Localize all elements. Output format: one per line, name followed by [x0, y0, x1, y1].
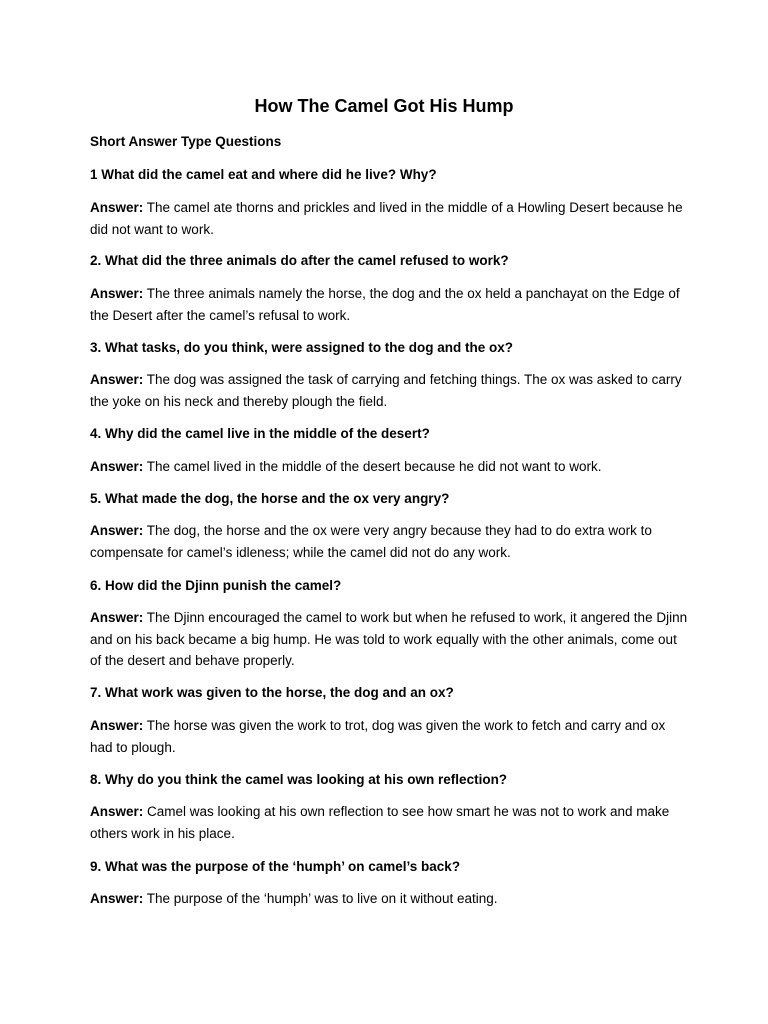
answer-6 [90, 607, 690, 672]
answer-text: The Djinn encouraged the camel to work but when he refused to work, it angered the Djinn and on his back became a big hump. He was told to work equally with the other animals, come out of the desert and behave properly. [90, 610, 688, 668]
question-2: 2. What did the three animals do after the camel refused to work? [90, 253, 509, 268]
answer-8 [90, 801, 690, 844]
answer-label: Answer: [90, 523, 144, 538]
answer-label: Answer: [90, 286, 144, 301]
answer-1 [90, 197, 690, 240]
answer-9 [90, 888, 690, 910]
answer-label: Answer: [90, 200, 144, 215]
question-4: 4. Why did the camel live in the middle of the desert? [90, 426, 430, 441]
question-9: 9. What was the purpose of the ‘humph’ on camel’s back? [90, 859, 461, 874]
answer-text: The dog, the horse and the ox were very angry because they had to do extra work to compensate for camel’s idleness; while the camel did not do any work. [90, 523, 652, 560]
question-6: 6. How did the Djinn punish the camel? [90, 578, 342, 593]
answer-text: The purpose of the ‘humph’ was to live on it without eating. [146, 891, 498, 906]
answer-text: The camel lived in the middle of the desert because he did not want to work. [146, 459, 602, 474]
answer-7 [90, 715, 690, 758]
answer-3 [90, 369, 690, 412]
answer-label: Answer: [90, 891, 144, 906]
answer-text: The dog was assigned the task of carrying and fetching things. The ox was asked to carry the yoke on his neck and thereby plough the field. [90, 372, 682, 409]
question-3: 3. What tasks, do you think, were assigned to the dog and the ox? [90, 340, 514, 355]
question-7: 7. What work was given to the horse, the dog and an ox? [90, 685, 454, 700]
answer-text: The three animals namely the horse, the dog and the ox held a panchayat on the Edge of the Desert after the camel’s refusal to work. [90, 286, 680, 323]
section-subtitle: Short Answer Type Questions [90, 134, 282, 149]
answer-4 [90, 456, 690, 478]
question-8: 8. Why do you think the camel was looking at his own reflection? [90, 772, 508, 787]
answer-text: The camel ate thorns and prickles and lived in the middle of a Howling Desert because he did not want to work. [90, 200, 683, 237]
answer-5 [90, 520, 690, 563]
question-5: 5. What made the dog, the horse and the ox very angry? [90, 491, 450, 506]
answer-2 [90, 283, 690, 326]
answer-text: Camel was looking at his own reflection to see how smart he was not to work and make others work in his place. [90, 804, 670, 841]
answer-label: Answer: [90, 718, 144, 733]
answer-label: Answer: [90, 804, 144, 819]
question-1: 1 What did the camel eat and where did he live? Why? [90, 167, 437, 182]
answer-text: The horse was given the work to trot, dog was given the work to fetch and carry and ox had to plough. [90, 718, 666, 755]
answer-label: Answer: [90, 459, 144, 474]
answer-label: Answer: [90, 372, 144, 387]
document-title: How The Camel Got His Hump [254, 96, 514, 116]
answer-label: Answer: [90, 610, 144, 625]
